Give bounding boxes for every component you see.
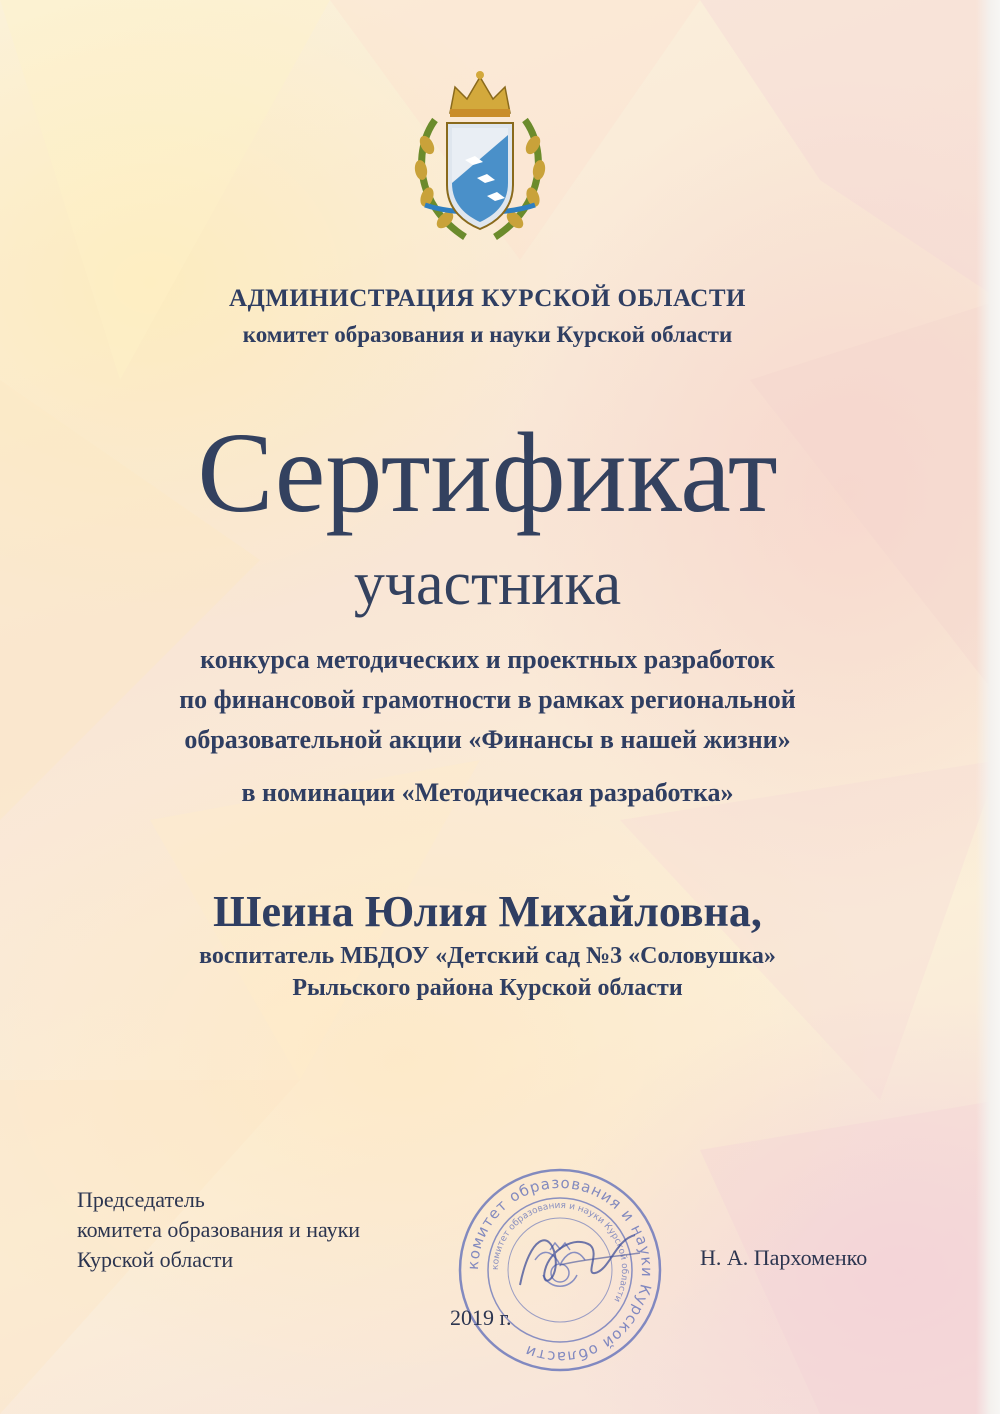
- position-line: Рыльского района Курской области: [292, 975, 683, 1001]
- recipient-name: Шеина Юлия Михайловна,: [213, 887, 762, 936]
- recipient-position: [0, 940, 975, 1004]
- contest-line: образовательной акции «Финансы в нашей жизни»: [184, 725, 791, 754]
- signer-name: Н. А. Пархоменко: [700, 1245, 868, 1270]
- stamp-ring-text: комитет образования и науки Курской области: [463, 1173, 657, 1367]
- certificate-title: Сертификат: [197, 409, 778, 536]
- issue-year: 2019 г.: [450, 1305, 512, 1330]
- contest-line: по финансовой грамотности в рамках региональной: [179, 685, 796, 714]
- nomination: в номинации «Методическая разработка»: [241, 778, 734, 807]
- signer-title-line: Курской области: [77, 1247, 234, 1272]
- contest-line: конкурса методических и проектных разработок: [200, 645, 775, 674]
- signer-title: [77, 1185, 360, 1275]
- stamp-inner-text: комитет образования и науки Курской области: [490, 1200, 630, 1304]
- page-edge: [976, 0, 1000, 1414]
- position-line: воспитатель МБДОУ «Детский сад №3 «Соловушка»: [199, 943, 776, 969]
- signer-title-line: Председатель: [77, 1187, 205, 1212]
- org-name: АДМИНИСТРАЦИЯ КУРСКОЙ ОБЛАСТИ: [229, 285, 746, 312]
- signer-title-line: комитета образования и науки: [77, 1217, 361, 1242]
- coat-of-arms-icon: [405, 65, 555, 245]
- certificate-subtitle: участника: [353, 550, 622, 618]
- committee-name: комитет образования и науки Курской области: [242, 322, 733, 347]
- signature-scribble: [500, 1215, 650, 1305]
- contest-description: [0, 640, 975, 760]
